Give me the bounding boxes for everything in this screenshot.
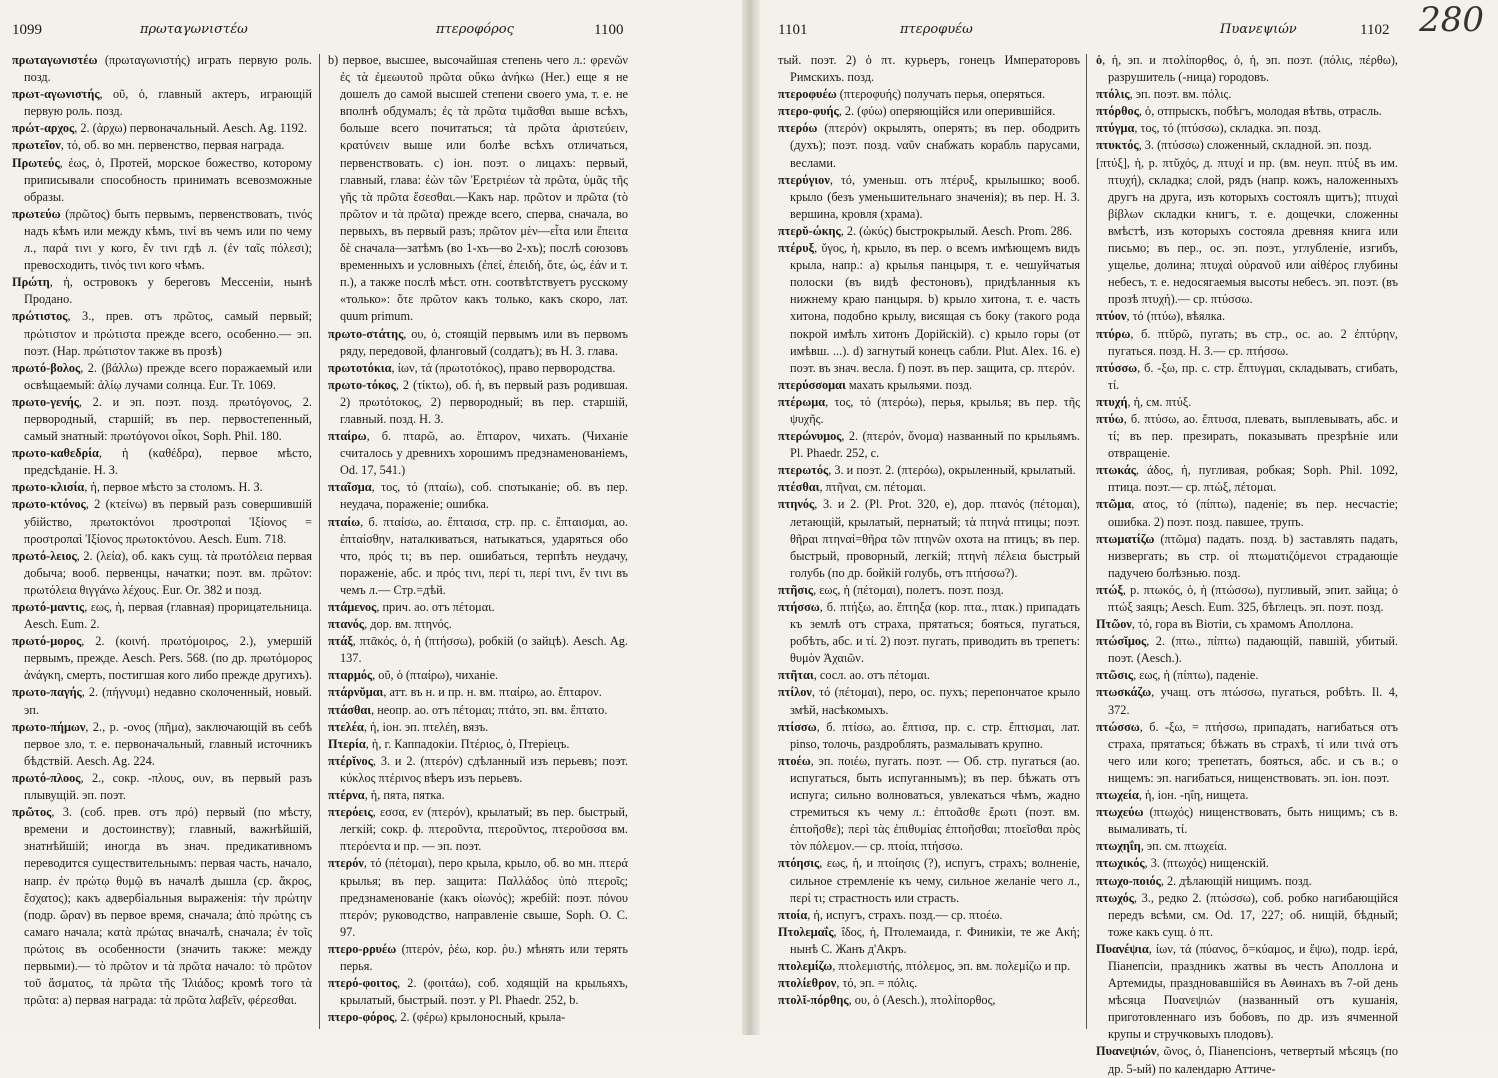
column-divider xyxy=(1086,54,1087,1029)
dictionary-entry: πτύσσω, б. -ξω, пр. с. стр. ἔπτυγμαι, складывать, сгибать, τί. xyxy=(1096,360,1398,392)
dictionary-entry: πτόλις, эп. поэт. вм. πόλις. xyxy=(1096,87,1232,102)
dictionary-entry: πρωτό-λειος, 2. (λεία), об. какъ сущ. τὰ πρωτόλεια первая добыча; вооб. первенцы, начатки; поэт. вм. πρῶτον: πρωτόλεια θιγγάνω λέχους. Eur. Or. 382 и позд. xyxy=(12,548,312,597)
dictionary-entry: πρωτοτόκια, ίων, τά (πρωτοτόκος), право первородства. xyxy=(328,360,616,375)
dictionary-entry: πτεροφυέω (πτεροφυής) получать перья, оперяться. xyxy=(778,87,1046,102)
left-page xyxy=(0,0,742,1035)
dictionary-entry: πτοέω, эп. ποιέω, пугать. поэт. — Об. стр. пугаться (ао. испугаться, быть испуганнымъ); въ пер. бѣжать отъ испуга; сильно волноваться, увлекаться чѣмъ, жадно стремиться къ чему л.: ἐπτοᾶσθε ἔρωτι (поэт. вм. ἐπτοῆσθε); περὶ τὰς ἐπιθυμίας ἐπτοῆσθαι; πτοεῖσθαι πρὸς τὸν πόλεμον.— ср. πτοία, πτήσσω. xyxy=(778,753,1080,854)
dictionary-entry: πτερο-φυής, 2. (φύω) оперяющійся или оперившійся. xyxy=(778,104,1056,119)
book-gutter xyxy=(742,0,760,1035)
dictionary-entry: Πτῶον, τό, гора въ Віотіи, съ храмомъ Аполлона. xyxy=(1096,617,1354,632)
dictionary-entry: πτωσκάζω, учащ. отъ πτώσσω, пугаться, робѣть. Il. 4, 372. xyxy=(1096,685,1398,717)
dictionary-entry: πρωτο-κτόνος, 2 (κτείνω) въ первый разъ совершившій убійство, πρωτοκτόνοι προστροπαὶ Ἰξίονος = προστροπαὶ Ἰξίονος πρωτοκτόνου. Aesch. Eum. 718. xyxy=(12,497,312,546)
dictionary-entry: πτανός, дор. вм. πτηνός. xyxy=(328,617,452,632)
dictionary-entry: πτύω, б. πτύσω, ао. ἔπτυσα, плевать, выплевывать, абс. и τί; въ пер. презирать, показывать презрѣніе или отвращеніе. xyxy=(1096,411,1398,461)
dictionary-entry: πρῶτος, 3. (соб. прев. отъ πρό) первый (по мѣсту, времени и достоинству); главный, важнѣйшій, знатнѣйшій; иногда въ знач. предикативномъ переводится существительнымъ: первая часть, начало, напр. ἐν πρώτῳ θυμῷ въ началѣ дышла (ср. ἄκρος, ἔσχατος); какъ адвербіальныя выраженія: τὴν πρώτην (подр. ὥραν) въ первое время, сначала; ἀπὸ πρώτης съ самаго начала; κατὰ πρώτας вначалѣ, сначала; ἐν τοῖς πρώτοις въ особенности (значить также: между первыми).— τὸ πρῶτον и τὰ πρῶτα начало: τὸ πρῶτον τοῦ ἄσματος, τὰ πρῶτα τῆς Ἰλιάδος; кромѣ того τὰ πρῶτα: a) первая награда: τὰ πρῶτα λαβεῖν, φέρεσθαι. xyxy=(12,805,312,1008)
dictionary-entry: πτύον, τό (πτύω), вѣялка. xyxy=(1096,309,1226,324)
dictionary-entry: πτερύγιον, τό, уменьш. отъ πτέρυξ, крылышко; вооб. крыло (безъ уменьшительнаго значенія); въ пер. Н. З. вершина, кровля (храма). xyxy=(778,172,1080,221)
dictionary-entry: Πτερία, ἡ, г. Каппадокіи. Πτέριος, ὁ, Птеріецъ. xyxy=(328,736,570,751)
dictionary-entry: πτωχεύω (πτωχός) нищенствовать, быть нищимъ; съ в. вымаливать, τί. xyxy=(1096,805,1398,837)
dictionary-entry: πτερόν, τό (πέτομαι), перо крыла, крыло, об. во мн. πτερά крылья; въ пер. защита: Παλλάδος ὑπὸ πτεροῖς; предзнаменованіе (какъ οἰωνός); жребій: поэт. πόνου πτερόν; руководство, направленіе свыше, Soph. O. C. 97. xyxy=(328,856,628,939)
dictionary-entry: πτωχός, 3., редко 2. (πτώσσω), соб. робко нагибающійся передъ всѣми, см. Od. 17, 227; об. нищій, бѣдный; тоже какъ сущ. ὁ πτ. xyxy=(1096,890,1398,939)
dictionary-entry: πτῆται, сосл. ао. отъ πέτομαι. xyxy=(778,668,930,683)
dictionary-entry: πτέρυξ, ῠγος, ἡ, крыло, въ пер. о всемъ имѣющемъ видъ крыла, напр.: a) крылья панцыря, т. е. чешуйчатыя полоски (въ видѣ фестоновъ), придѣланныя къ нижнему краю панцыря. b) крыло хитона, т. е. часть хитона, подобно крылу, висящая съ боку (такого рода покрой имѣлъ хитонъ Дорійскій). c) крыло горы (от имѣвш. ...). d) загнутый конецъ сабли. Plut. Alex. 16. e) поэт. въ знач. весла. f) поэт. въ пер. защита, ср. πτερόν. xyxy=(778,241,1080,375)
dictionary-entry: πτώσῐμος, 2. (πτω., πίπτω) падающій, павшій, убитый. поэт. (Aesch.). xyxy=(1096,634,1398,666)
dictionary-entry: πτώξ, р. πτωκός, ὁ, ἡ (πτώσσω), пугливый, эпит. зайца; ὁ πτώξ заяцъ; Aesch. Eum. 325, бѣглецъ. эп. поэт. позд. xyxy=(1096,582,1398,614)
page-number-1099: 1099 xyxy=(12,22,42,38)
dictionary-entry: πτερώνυμος, 2. (πτερόν, ὄνομα) названный по крыльямъ. Pl. Phaedr. 252, c. xyxy=(778,429,1080,461)
dictionary-entry: πταίω, б. πταίσω, ао. ἔπταισα, стр. пр. с. ἔπταισμαι, ао. ἐπταίσθην, наталкиваться, натыкаться, ударяться обо что, πρός τι; въ пер. ошибаться, терпѣть неудачу, пораженіе, абс. и πρός τινι, περί τι, περί τινι, ἔν τινι въ чемъ л.— Стр.=дѣй. xyxy=(328,514,628,597)
dictionary-entry: πτερο-ρρυέω (πτερόν, ῥέω, кор. ῥυ.) мѣнять или терять перья. xyxy=(328,941,628,973)
dictionary-entry: πτερῠ-ώκης, 2. (ὠκύς) быстрокрылый. Aesch. Prom. 286. xyxy=(778,223,1073,238)
dictionary-entry: πτωχηΐη, эп. см. πτωχεία. xyxy=(1096,839,1227,854)
dictionary-entry: πτηνός, 3. и 2. (Pl. Prot. 320, e), дор. πτανός (πέτομαι), летающій, крылатый, пернатый; τὰ πτηνά птицы; поэт. θῆραι πτηναί=θῆρα τῶν πτηνῶν охота на птицъ; въ пер. быстрый, проворный, легкій; πτηνὴ πέλεια быстрый голубь (по др. бойкій голубь, отъ πτήσσω?). xyxy=(778,497,1080,580)
dictionary-entry: πρώτ-αρχος, 2. (ἀρχω) первоначальный. Aesch. Ag. 1192. xyxy=(12,121,308,136)
dictionary-entry: πτάξ, πτᾱκός, ὁ, ἡ (πτήσσω), робкій (о зайцѣ). Aesch. Ag. 137. xyxy=(328,634,628,666)
dictionary-entry: Πτολεμαΐς, ΐδος, ἡ, Птолемаида, г. Финикіи, те же Ακή; нынѣ С. Жанъ д'Акръ. xyxy=(778,924,1080,956)
page-number-1100: 1100 xyxy=(594,22,624,38)
page-number-1101: 1101 xyxy=(778,22,808,38)
dictionary-entry: πρωτο-κλισία, ἡ, первое мѣсто за столомъ. Н. З. xyxy=(12,480,263,495)
dictionary-entry: [πτύξ], ἡ, р. πτῠχός, д. πτυχί и пр. (вм. неуп. πτύξ въ им. πτυχή), складка; слой, рядъ (напр. кожъ, наложенныхъ другъ на друга, изъ которыхъ состоялъ щитъ); πτυχαὶ βίβλων складки книгъ, т. е. дощечки, сложенны вмѣстѣ, изъ которыхъ состояла древняя книга или письмо; въ пер., ос. эп. поэт., углубленіе, изгибъ, ущелье, долина; πτυχαὶ οὐρανοῦ или αἰθέρος глубины небесъ, т. е. недосягаемыя высоты небесъ. эп. поэт. (въ прозѣ πτυχή).— ср. πτύσσω. xyxy=(1096,155,1398,307)
dictionary-entry: πταρμός, οῦ, ὁ (πταίρω), чиханіе. xyxy=(328,668,499,683)
dictionary-entry: πτέσθαι, πτῆναι, см. πέτομαι. xyxy=(778,480,926,495)
right-page xyxy=(760,0,1498,1076)
dictionary-entry: πτίλον, τό (πέτομαι), перо, ос. пухъ; перепончатое крыло змѣй, насѣкомыхъ. xyxy=(778,685,1080,717)
dictionary-entry: πτερόω (πτερόν) окрылять, оперять; въ пер. ободрить (духъ); поэт. позд. ναῦν снабжать корабль парусами, веслами. xyxy=(778,121,1080,170)
dictionary-entry: πτερο-φόρος, 2. (φέρω) крылоносный, крыла- xyxy=(328,1010,566,1025)
dictionary-entry: πτελέα, ἡ, іон. эп. πτελέη, вязъ. xyxy=(328,719,489,734)
dictionary-entry: πτέρνα, ἡ, пята, пятка. xyxy=(328,788,445,803)
dictionary-entry: Πρωτεύς, έως, ὁ, Протей, морское божество, которому приписывали способность принимать всевозможные образы. xyxy=(12,155,312,204)
dictionary-entry: πτερόεις, εσσα, εν (πτερόν), крылатый; въ пер. быстрый, легкій; сокр. ф. πτεροῦντα, πτεροῦντος, πτεροῦσσα вм. πτερόεντα и пр. — эп. поэт. xyxy=(328,805,628,854)
dictionary-entry: Πρώτη, ἡ, островокъ у береговъ Мессеніи, нынѣ Продано. xyxy=(12,275,312,307)
dictionary-entry: ὁ, ἡ, эп. и πτολίπορθος, ὁ, ἡ, эп. поэт. (πόλις, πέρθω), разрушитель (-ница) городовъ. xyxy=(1096,53,1398,85)
page-header xyxy=(0,22,742,42)
header-guide-word: πτεροφυέω xyxy=(900,22,973,37)
dictionary-entry: πτῶμα, ατος, τό (πίπτω), паденіе; въ пер. несчастіе; ошибка. 2) поэт. позд. павшее, трупъ. xyxy=(1096,497,1398,529)
dictionary-entry: πτῶσις, εως, ἡ (πίπτω), паденіе. xyxy=(1096,668,1259,683)
dictionary-entry: πτερωτός, 3. и поэт. 2. (πτερόω), окрыленный, крылатый. xyxy=(778,463,1076,478)
dictionary-entry: πρωτό-μορος, 2. (κοινή. πρωτόμοιρος, 2.), умершій первымъ, прежде. Aesch. Pers. 568. (по др. πρωτόμορος ἀνάγκη, смерть, постигшая кого либо прежде другихъ). xyxy=(12,634,312,683)
column-2 xyxy=(1096,52,1398,1076)
dictionary-entry: πρωταγωνιστέω (πρωταγωνιστής) играть первую роль. позд. xyxy=(12,53,312,85)
dictionary-entry: πτυχή, ἡ, см. πτύξ. xyxy=(1096,394,1192,409)
dictionary-entry: Πυανέψια, ίων, τά (πύανος, ὅ=κύαμος, и ἕψω), подр. ἱερά, Піанепсіи, праздникъ жатвы въ честь Аполлона и Артемиды, праздновавшійся въ Аѳинахъ въ 7-ой день мѣсяца Πυανεψιών (названный отъ кушанія, приготовленнаго изъ бобовъ, по др. изъ ячменной крупы и стручковыхъ плодовъ). xyxy=(1096,941,1398,1042)
dictionary-entry: πτωχικός, 3. (πτωχός) нищенскій. xyxy=(1096,856,1269,871)
dictionary-entry: πτέρῐνος, 3. и 2. (πτερόν) сдѣланный изъ перьевъ; поэт. κύκλος πτέρινος вѣеръ изъ перьевъ. xyxy=(328,753,628,785)
dictionary-entry: πρωτο-στάτης, ου, ὁ, стоящій первымъ или въ первомъ ряду, передовой, фланговый (солдатъ); въ Н. З. глава. xyxy=(328,326,628,358)
dictionary-entry: πρωτό-μαντις, εως, ἡ, первая (главная) прорицательница. Aesch. Eum. 2. xyxy=(12,600,312,632)
dictionary-entry: πτύρω, б. πτῠρῶ, пугать; въ стр., ос. ао. 2 ἐπτύρην, пугаться. позд. Н. З.— ср. πτήσσω. xyxy=(1096,326,1398,358)
dictionary-entry: πρωτο-πήμων, 2., р. -ονος (πῆμα), заключающій въ себѣ первое зло, т. е. первоначальный, главный источникъ бѣдствій. Aesch. Ag. 224. xyxy=(12,719,312,768)
column-1 xyxy=(12,52,312,1035)
dictionary-entry: πτωχο-ποιός, 2. дѣлающій нищимъ. позд. xyxy=(1096,873,1312,888)
dictionary-entry: πτόησις, εως, ἡ, и πτοίησις (?), испугъ, страхъ; волненіе, сильное стремленіе къ чему, сильное желаніе чего л., περί τι; страстность или страсть. xyxy=(778,856,1080,905)
column-2 xyxy=(328,52,628,1035)
dictionary-entry: πτήσσω, б. πτήξω, ао. ἔπτηξα (кор. πτα., πτακ.) припадать къ землѣ отъ страха, прятаться; бояться, пугаться, робѣть, абс. и τί. 2) поэт. пугать, приводить въ трепетъ: θυμὸν Ἀχαιῶν. xyxy=(778,600,1080,666)
dictionary-entry: πρωτό-πλοος, 2., сокр. -πλους, ουν, въ первый разъ плывущій. эп. поэт. xyxy=(12,770,312,803)
dictionary-entry: πρωτεύω (πρῶτος) быть первымъ, первенствовать, τινός надъ кѣмъ или между кѣмъ, τινί въ чемъ или по чему л., παρά τινι у кого, ἔν τινι гдѣ л. (ἐν ταῖς πόλεσι); превосходить, τινός τινι кого чѣмъ. xyxy=(12,206,312,273)
dictionary-entry: πρωτο-γενής, 2. и эп. поэт. позд. πρωτόγονος, 2. первородный, старшій; въ пер. первостепенный, самый знатный: πρωτόγονοι οἶκοι, Soph. Phil. 180. xyxy=(12,394,312,444)
dictionary-entry: πτερύσσομαι махать крыльями. позд. xyxy=(778,377,973,392)
dictionary-entry: πτίσσω, б. πτίσω, ао. ἔπτισα, пр. с. стр. ἔπτισμαι, лат. pinso, толочь, раздроблять, размалывать крупно. xyxy=(778,719,1080,751)
dictionary-entry: πρωτο-παγής, 2. (πήγνυμι) недавно сколоченный, новый. эп. xyxy=(12,685,312,717)
dictionary-entry: πτάρνῠμαι, атт. въ н. и пр. н. вм. πταίρω, ао. ἔπταρον. xyxy=(328,685,602,700)
column-1 xyxy=(778,52,1080,1035)
handwritten-number: 280 xyxy=(1419,0,1484,40)
dictionary-entry: πρώτιστος, 3., прев. отъ πρῶτος, самый первый; πρώτιστον и πρώτιστα прежде всего, особенно.— эп. поэт. (Нар. πρώτιστον также въ прозѣ) xyxy=(12,309,312,358)
dictionary-entry: πτάσθαι, неопр. ао. отъ πέτομαι; πτάτο, эп. вм. ἔπτατο. xyxy=(328,702,608,717)
dictionary-entry: b) первое, высшее, высочайшая степень чего л.: φρενῶν ἐς τὰ ἐμεωυτοῦ πρῶτα οὔκω ἀνήκω (Her.) еще я не дошелъ до самой высшей степени своего ума, т. е. не вполнѣ обдумалъ; ἐς τὰ πρῶτα τιμᾶσθαι выше всѣхъ, больше всего почитаться; τὰ πρῶτα ἀριστεύειν, κρατύνειν выше или болѣе всѣхъ отличаться, первенствовать. c) іон. поэт. о лицахъ: первый, главный, глава: ἐὼν τῶν Ἐρετριέων τὰ πρῶτα, ὑμᾶς τῆς γῆς τὰ πρῶτα ἔσεσθαι.—Какъ нар. πρῶτον и πρῶτα (τὸ πρῶτον и τὰ πρῶτα) прежде всего, сперва, сначала, во первыхъ, въ первый разъ; πρῶτον μὲν—εἶτα или ἔπειτα δὲ сначала—затѣмъ (во 1-хъ—во 2-хъ); послѣ союзовъ временныхъ и условныхъ (ἐπεί, ἐπειδή, ὅτε, ὡς, ἐάν и т. п.), а также послѣ мѣст. отн. соотвѣтствуетъ русскому «только»: ὅτε πρῶτον какъ только, какъ скоро, лат. quum primum. xyxy=(328,53,628,324)
header-guide-word: πτεροφόρος xyxy=(436,22,514,37)
dictionary-entry: πρωτό-βολος, 2. (βάλλω) прежде всего поражаемый или освѣщаемый: ἀλίῳ лучами солнца. Eur. Tr. 1069. xyxy=(12,360,312,392)
dictionary-entry: πρωτ-αγωνιστής, οῦ, ὁ, главный актеръ, играющій первую роль. позд. xyxy=(12,87,312,119)
dictionary-entry: πτῆσις, εως, ἡ (πέτομαι), полетъ. поэт. позд. xyxy=(778,582,1004,597)
dictionary-entry: πτολεμίζω, πτολεμιστής, πτόλεμος, эп. вм. πολεμίζω и пр. xyxy=(778,958,1071,973)
dictionary-entry: πτώσσω, б. -ξω, = πτήσσω, припадать, нагибаться отъ страха, прятаться; бѣжать въ страхѣ, τί или τινά отъ чего или кого; трепетать, бояться, абс. и съ в.; о нищемъ: эп. нагибаться, нищенствовать. эп. іон. поэт. xyxy=(1096,719,1398,785)
dictionary-entry: πτοία, ἡ, испугъ, страхъ. позд.— ср. πτοέω. xyxy=(778,907,1003,922)
dictionary-entry: πτάμενος, прич. ао. отъ πέτομαι. xyxy=(328,600,495,614)
dictionary-entry: πρωτο-τόκος, 2 (τίκτω), об. ἡ, въ первый разъ родившая. 2) πρωτότοκος, 2) первородный; въ пер. старшій, главный. позд. Н. З. xyxy=(328,377,628,426)
page-header xyxy=(760,22,1498,42)
dictionary-entry: πρωτο-καθεδρία, ἡ (καθέδρα), первое мѣсто, предсѣданіе. Н. З. xyxy=(12,446,312,478)
column-divider xyxy=(319,54,320,1029)
dictionary-entry: πταῖσμα, τος, τό (πταίω), соб. спотыканіе; об. въ пер. неудача, пораженіе; ошибка. xyxy=(328,480,628,512)
dictionary-entry: Πυανεψιών, ῶνος, ὁ, Піанепсіонъ, четвертый мѣсяцъ (по др. 5-ый) по календарю Аттиче- xyxy=(1096,1044,1398,1076)
dictionary-entry: πτόρθος, ὁ, отпрыскъ, побѣгъ, молодая вѣтвь, отрасль. xyxy=(1096,104,1382,119)
dictionary-entry: πτέρωμα, τος, τό (πτερόω), перья, крылья; въ пер. τῆς ψυχῆς. xyxy=(778,394,1080,426)
dictionary-entry: πτωκάς, άδος, ἡ, пугливая, робкая; Soph. Phil. 1092, птица. поэт.— ср. πτώξ, πέτομαι. xyxy=(1096,463,1398,495)
dictionary-entry: πτολῐ-πόρθης, ου, ὁ (Aesch.), πτολίπορθος, xyxy=(778,993,996,1008)
dictionary-entry: πτύγμα, τος, τό (πτύσσω), складка. эп. позд. xyxy=(1096,121,1322,136)
dictionary-entry: πρωτεῖον, τό, об. во мн. первенство, первая награда. xyxy=(12,138,285,153)
page-number-1102: 1102 xyxy=(1360,22,1390,38)
header-guide-word: πρωταγωνιστέω xyxy=(140,22,248,37)
dictionary-entry: πτερό-φοιτος, 2. (φοιτάω), соб. ходящій на крыльяхъ, крылатый, быстрый. поэт. у Pl. Phaedr. 252, b. xyxy=(328,976,628,1008)
dictionary-entry: тый. поэт. 2) ὁ πτ. курьеръ, гонецъ Императоровъ Римскихъ. позд. xyxy=(778,53,1080,85)
dictionary-entry: πτολίεθρον, τό, эп. = πόλις. xyxy=(778,976,918,991)
dictionary-entry: πταίρω, б. πταρῶ, ао. ἔπταρον, чихать. (Чиханіе считалось у древнихъ хорошимъ предзнаменованіемъ, Od. 17, 541.) xyxy=(328,429,628,478)
dictionary-entry: πτωχεία, ἡ, іон. -ηΐη, нищета. xyxy=(1096,788,1249,803)
dictionary-entry: πτυκτός, 3. (πτύσσω) сложенный, складной. эп. позд. xyxy=(1096,138,1372,153)
header-guide-word: Πυανεψιών xyxy=(1220,22,1297,37)
dictionary-entry: πτωματίζω (πτῶμα) падать. позд. b) заставлять падать, низвергать; въ стр. οἱ πτωματιζόμενοι страдающіе падучею болѣзнью. позд. xyxy=(1096,531,1398,580)
